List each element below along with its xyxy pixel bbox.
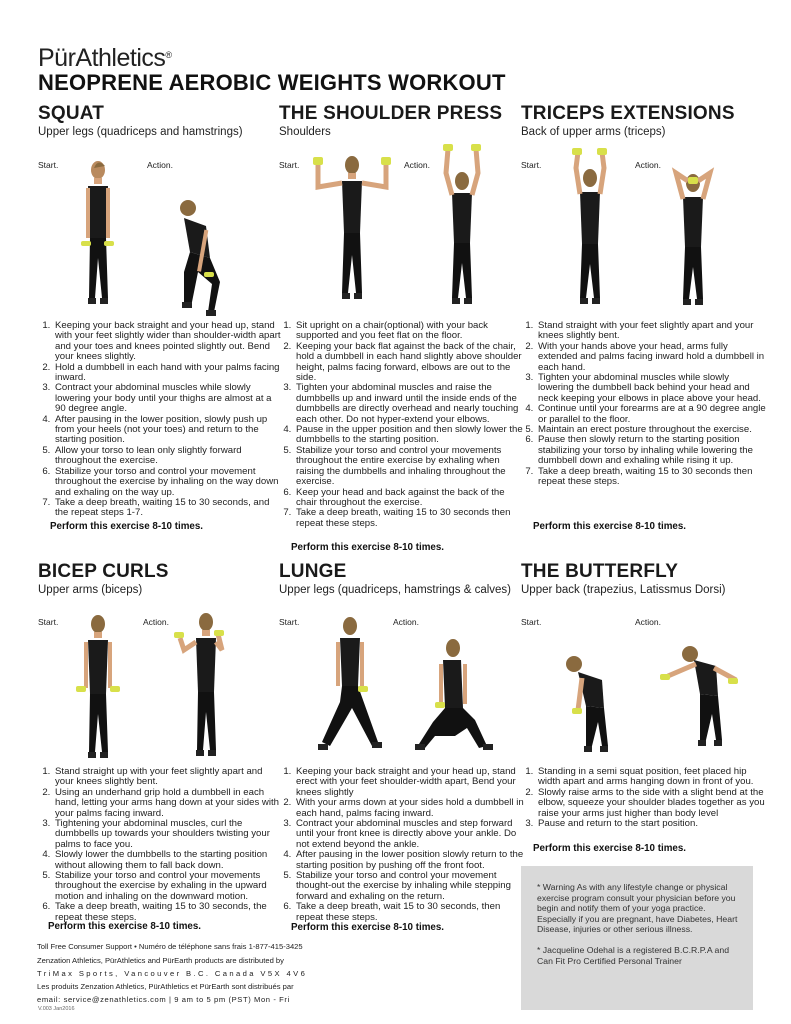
action-label: Action. (393, 617, 419, 627)
triceps-perform-note: Perform this exercise 8-10 times. (533, 521, 687, 532)
squat-start-figure (68, 148, 132, 318)
squat-steps (38, 321, 283, 519)
list-item: 1. Sit upright on a chair(optional) with your back supported and you feet flat on the floor. (294, 321, 524, 342)
shoulder-press-action-figure (436, 143, 488, 313)
shoulder-press-perform-note: Perform this exercise 8-10 times. (291, 542, 445, 553)
footer-email: email: service@zenathletics.com | 9 am to 5 pm (PST) Mon - Fri (37, 995, 290, 1004)
section-title: SQUAT (38, 103, 105, 124)
list-item: 4. Pause in the upper position and then slowly lower the dumbbells to the starting position. (294, 425, 524, 446)
warning-box (521, 866, 753, 1010)
footer-distributor: Zenzation Athletics, PürAthletics and PürEarth products are distributed by (37, 956, 284, 965)
list-item: 2. Keeping your back flat against the back of the chair, hold a dumbbell in each hand slightly above shoulder height, palms facing forward, elbows are out to the side. (294, 342, 524, 384)
start-label: Start. (279, 617, 300, 627)
document-title: NEOPRENE AEROBIC WEIGHTS WORKOUT (38, 70, 506, 95)
list-item: 6. Take a deep breath, waiting 15 to 30 seconds, the repeat these steps. (53, 902, 283, 923)
list-item: 4. After pausing in the lower position, slowly push up from your heels (not your toes) and return to the starting position. (53, 415, 283, 446)
list-item: 6. Keep your head and back against the back of the chair throughout the exercise. (294, 488, 524, 509)
bicep-action-figure (170, 604, 234, 774)
footer-phone: Toll Free Consumer Support • Numéro de téléphone sans frais 1-877-415-3425 (37, 942, 303, 951)
list-item: 3. Contract your abdominal muscles while slowly lowering your body until your thighs are almost at a 90 degree angle. (53, 383, 283, 414)
section-title: LUNGE (279, 561, 347, 582)
section-subtitle: Upper back (trapezius, Latissmus Dorsi) (521, 584, 726, 596)
section-subtitle: Upper legs (quadriceps, hamstrings & calves) (279, 584, 512, 596)
start-label: Start. (38, 617, 59, 627)
bicep-start-figure (68, 604, 132, 774)
lunge-action-figure (415, 636, 499, 762)
list-item: 7. Take a deep breath, waiting 15 to 30 seconds then repeat these steps. (294, 508, 524, 529)
list-item: 3. Pause and return to the start position. (536, 819, 766, 829)
lunge-steps (279, 767, 524, 923)
list-item: 3. Contract your abdominal muscles and step forward until your front knee is directly above your ankle. Do not extend beyond the ankle. (294, 819, 524, 850)
footer-distributor-fr: Les produits Zenzation Athletics, PürAthletics et PürEarth sont distribués par (37, 982, 294, 991)
list-item: 5. Allow your torso to lean only slightly forward throughout the exercise. (53, 446, 283, 467)
section-squat (38, 103, 278, 139)
butterfly-start-figure (560, 650, 624, 762)
squat-perform-note: Perform this exercise 8-10 times. (50, 521, 204, 532)
shoulder-press-steps (279, 321, 524, 529)
start-label: Start. (38, 160, 59, 170)
start-label: Start. (279, 160, 300, 170)
squat-action-figure (170, 192, 230, 322)
list-item: 6. Stabilize your torso and control your movement throughout the exercise by inhaling on the way down and exhaling on the way up. (53, 467, 283, 498)
butterfly-steps (521, 767, 766, 829)
section-title: THE BUTTERFLY (521, 561, 679, 582)
brand-logo (38, 44, 172, 73)
list-item: 4. Continue until your forearms are at a 90 degree angle or parallel to the floor. (536, 404, 766, 425)
footer-address: TriMax Sports, Vancouver B.C. Canada V5X 4V6 (37, 969, 308, 978)
section-title: THE SHOULDER PRESS (279, 103, 503, 124)
list-item: 5. Stabilize your torso and control your movements throughout the exercise by exhaling in the upward motion and inhaling on the downward motion. (53, 871, 283, 902)
triceps-start-figure (562, 148, 618, 318)
bicep-perform-note: Perform this exercise 8-10 times. (48, 921, 202, 932)
section-bicep-curls (38, 561, 278, 597)
section-subtitle: Back of upper arms (triceps) (521, 126, 666, 138)
list-item: 5. Stabilize your torso and control your movements throughout the entire exercise by exhaling when raising the dumbbells and inhaling throughout the exercise. (294, 446, 524, 488)
list-item: 2. Using an underhand grip hold a dumbbell in each hand, letting your arms hang down at your sides with your palms facing inward. (53, 788, 283, 819)
section-subtitle: Upper arms (biceps) (38, 584, 143, 596)
trainer-note: * Jacqueline Odehal is a registered B.C.R.P.A and Can Fit Pro Certified Personal Trainer (537, 944, 730, 966)
section-title: BICEP CURLS (38, 561, 169, 582)
list-item: 2. With your hands above your head, arms fully extended and palms facing inward hold a dumbbell in each hand. (536, 342, 766, 373)
list-item: 5. Maintain an erect posture throughout the exercise. (536, 425, 766, 435)
list-item: 3. Tightening your abdominal muscles, curl the dumbbells up towards your shoulders twisting your palms to face you. (53, 819, 283, 850)
list-item: 2. Slowly raise arms to the side with a slight bend at the elbow, squeeze your shoulder blades together as you raise your arms just higher than body level (536, 788, 766, 819)
list-item: 1. Keeping your back straight and your head up, stand erect with your feet shoulder-width apart, Bend your knees slightly (294, 767, 524, 798)
list-item: 6. Take a deep breath, wait 15 to 30 seconds, then repeat these steps. (294, 902, 524, 923)
action-label: Action. (635, 617, 661, 627)
start-label: Start. (521, 160, 542, 170)
registered-mark: ® (165, 50, 172, 60)
list-item: 6. Pause then slowly return to the starting position stabilizing your torso by inhaling while lowering the dumbbell down and exhaling while rising it up. (536, 435, 766, 466)
list-item: 1. Stand straight up with your feet slightly apart and your knees slightly bent. (53, 767, 283, 788)
action-label: Action. (404, 160, 430, 170)
shoulder-press-start-figure (310, 143, 394, 313)
list-item: 1. Standing in a semi squat position, feet placed hip width apart and arms hanging down in front of you. (536, 767, 766, 788)
section-triceps-extensions (521, 103, 771, 139)
triceps-action-figure (668, 163, 718, 313)
bicep-steps (38, 767, 283, 923)
lunge-start-figure (308, 612, 388, 762)
list-item: 1. Keeping your back straight and your head up, stand with your feet slightly wider than shoulder-width apart and your toes and knees pointed slightly out. Bend your knees slightly. (53, 321, 283, 363)
lunge-perform-note: Perform this exercise 8-10 times. (291, 922, 445, 933)
list-item: 4. Slowly lower the dumbbells to the starting position without allowing them to fall back down. (53, 850, 283, 871)
list-item: 3. Tighten your abdominal muscles while slowly lowering the dumbbell back behind your head and neck keeping your elbows in place above your head. (536, 373, 766, 404)
list-item: 7. Take a deep breath, waiting 15 to 30 seconds, and the repeat steps 1-7. (53, 498, 283, 519)
list-item: 7. Take a deep breath, waiting 15 to 30 seconds then repeat these steps. (536, 467, 766, 488)
action-label: Action. (143, 617, 169, 627)
section-subtitle: Shoulders (279, 126, 331, 138)
butterfly-perform-note: Perform this exercise 8-10 times. (533, 843, 687, 854)
triceps-steps (521, 321, 766, 488)
list-item: 3. Tighten your abdominal muscles and raise the dumbbells up and inward until the inside ends of the dumbbells are directly overhead and nearly touching each other. Do not hyper-extend your elbows. (294, 383, 524, 425)
list-item: 2. Hold a dumbbell in each hand with your palms facing inward. (53, 363, 283, 384)
version-tag: V.003 Jan2016 (38, 1006, 75, 1012)
action-label: Action. (635, 160, 661, 170)
section-lunge (279, 561, 529, 597)
warning-text: * Warning As with any lifestyle change or physical exercise program consult your physician before you begin and notify them of your yoga practice. Especially if you are pregnant, have Diabetes, Heart Disease, injuries or other serious illness. (537, 882, 738, 935)
brand-name: PürAthletics (38, 44, 166, 72)
butterfly-action-figure (656, 640, 740, 758)
list-item: 2. With your arms down at your sides hold a dumbbell in each hand, palms facing inward. (294, 798, 524, 819)
list-item: 5. Stabilize your torso and control your movement thought-out the exercise by inhaling while stepping forward and exhaling on the return. (294, 871, 524, 902)
action-label: Action. (147, 160, 173, 170)
start-label: Start. (521, 617, 542, 627)
section-shoulder-press (279, 103, 529, 139)
list-item: 4. After pausing in the lower position slowly return to the starting position by pushing off the front foot. (294, 850, 524, 871)
list-item: 1. Stand straight with your feet slightly apart and your knees slightly bent. (536, 321, 766, 342)
section-subtitle: Upper legs (quadriceps and hamstrings) (38, 126, 243, 138)
section-butterfly (521, 561, 771, 597)
section-title: TRICEPS EXTENSIONS (521, 103, 735, 124)
